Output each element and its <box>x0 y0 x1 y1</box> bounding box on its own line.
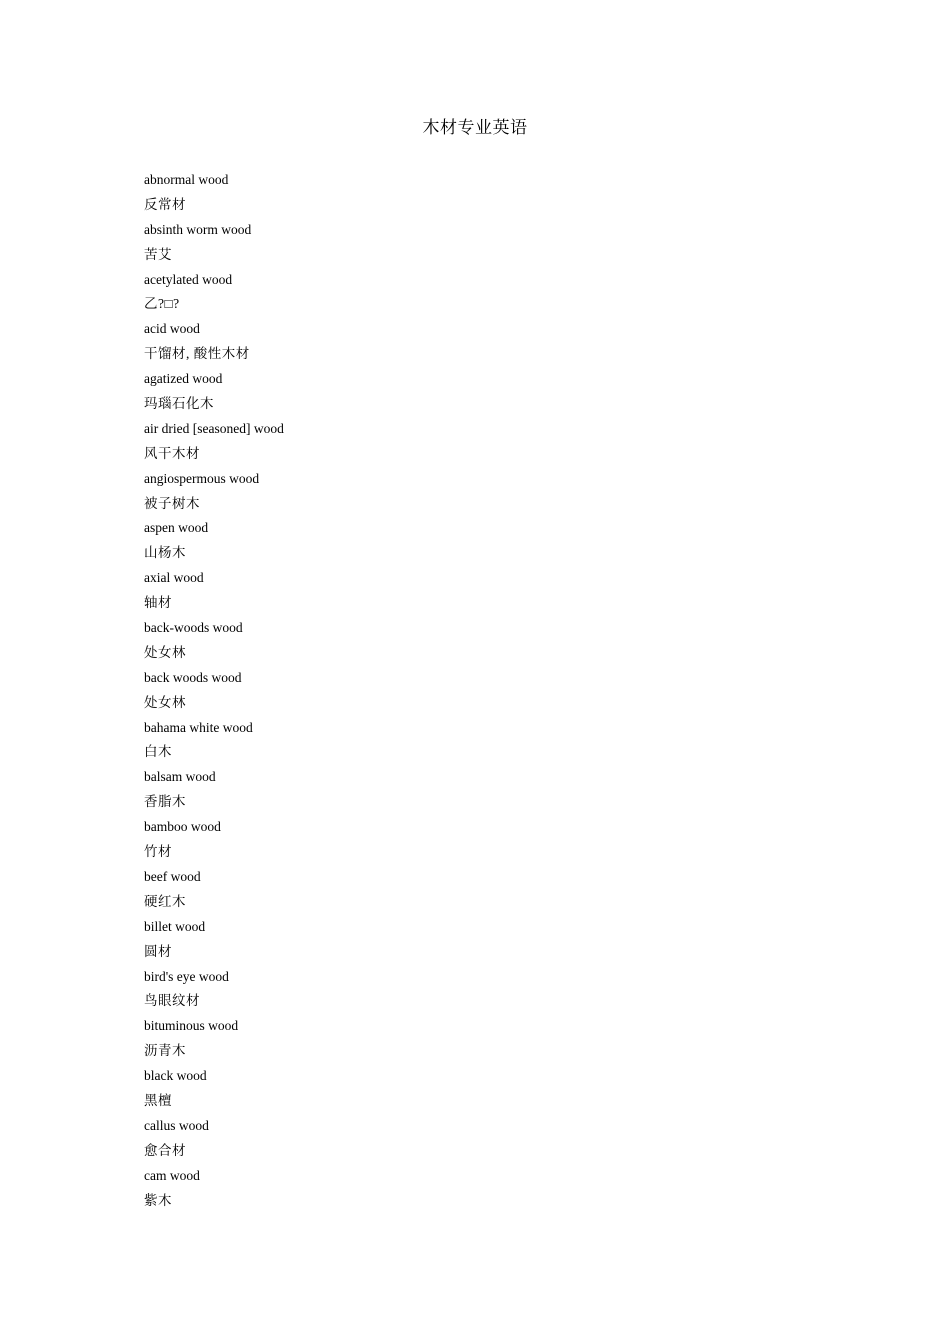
entry-translation: 苦艾 <box>144 246 172 262</box>
entry-term: agatized wood <box>144 371 223 387</box>
entry-translation: 白木 <box>144 744 172 760</box>
entry-translation: 玛瑙石化木 <box>144 396 214 412</box>
entry-translation: 竹材 <box>144 844 172 860</box>
entry-term: bahama white wood <box>144 719 253 735</box>
document-title: 木材专业英语 <box>422 118 528 137</box>
entry-term: beef wood <box>144 868 201 884</box>
entry-translation: 沥青木 <box>144 1043 186 1059</box>
entry-translation: 反常材 <box>144 196 186 212</box>
entry-term: air dried [seasoned] wood <box>144 420 284 436</box>
entry-term: billet wood <box>144 918 206 934</box>
entry-translation: 轴材 <box>144 595 172 611</box>
entry-translation: 处女林 <box>144 644 186 660</box>
glossary-entry <box>144 1066 744 1116</box>
entry-translation: 干馏材, 酸性木材 <box>144 346 250 362</box>
entry-translation: 愈合材 <box>144 1142 186 1158</box>
glossary-entry <box>144 1016 744 1066</box>
entry-term: callus wood <box>144 1117 209 1133</box>
glossary-entry <box>144 867 744 917</box>
entry-translation: 硬红木 <box>144 893 186 909</box>
glossary-entry <box>144 1166 744 1216</box>
entry-translation: 山杨木 <box>144 545 186 561</box>
entry-term: absinth worm wood <box>144 221 252 237</box>
entry-term: axial wood <box>144 570 204 586</box>
entry-term: abnormal wood <box>144 172 229 187</box>
glossary-entry <box>144 170 744 220</box>
entry-term: aspen wood <box>144 520 209 536</box>
entry-term: angiospermous wood <box>144 470 260 486</box>
entry-translation: 处女林 <box>144 694 186 710</box>
glossary-entry <box>144 668 744 718</box>
glossary-entry <box>144 767 744 817</box>
glossary-entry <box>144 967 744 1017</box>
entry-term: back woods wood <box>144 669 242 685</box>
entry-translation: 鸟眼纹材 <box>144 993 200 1009</box>
glossary-entry <box>144 469 744 519</box>
entry-term: bituminous wood <box>144 1018 239 1034</box>
entry-term: back-woods wood <box>144 620 243 636</box>
entry-translation: 紫木 <box>144 1192 172 1208</box>
entry-term: acid wood <box>144 321 200 337</box>
glossary-entry <box>144 817 744 867</box>
glossary-entry <box>144 917 744 967</box>
entry-translation: 乙?□? <box>144 296 180 312</box>
glossary-entry <box>144 419 744 469</box>
glossary-entry <box>144 369 744 419</box>
entry-translation: 被子树木 <box>144 495 200 511</box>
glossary-entry <box>144 270 744 320</box>
glossary-list <box>144 170 744 1215</box>
glossary-entry <box>144 319 744 369</box>
glossary-entry <box>144 618 744 668</box>
entry-translation: 风干木材 <box>144 445 200 461</box>
entry-term: bird's eye wood <box>144 968 229 984</box>
entry-term: black wood <box>144 1068 207 1084</box>
entry-term: acetylated wood <box>144 271 233 287</box>
entry-translation: 黑檀 <box>144 1092 172 1108</box>
glossary-entry <box>144 568 744 618</box>
glossary-entry <box>144 518 744 568</box>
entry-term: balsam wood <box>144 769 216 785</box>
glossary-entry <box>144 220 744 270</box>
entry-translation: 圆材 <box>144 943 172 959</box>
glossary-entry <box>144 1116 744 1166</box>
entry-term: cam wood <box>144 1167 200 1183</box>
glossary-entry <box>144 718 744 768</box>
entry-translation: 香脂木 <box>144 794 186 810</box>
entry-term: bamboo wood <box>144 819 221 835</box>
